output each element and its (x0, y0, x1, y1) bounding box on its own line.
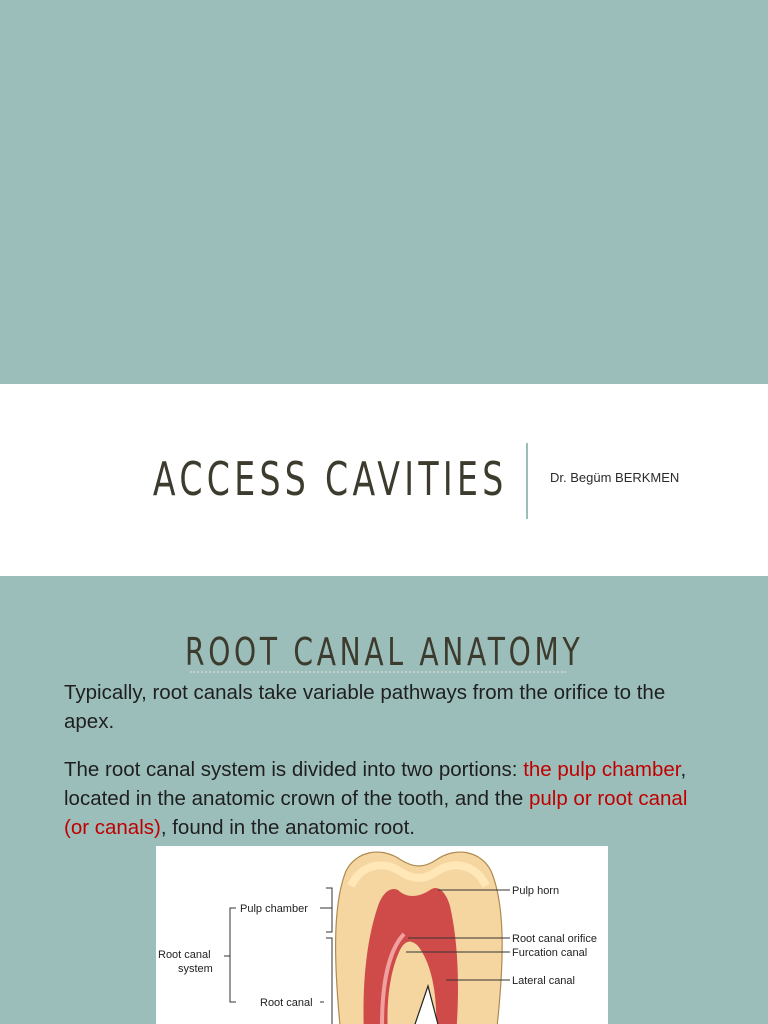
label-root-canal-system-1: Root canal (158, 949, 211, 961)
title-divider (526, 443, 528, 519)
tooth-diagram (156, 846, 608, 1024)
tooth-anatomy-figure (156, 846, 608, 1024)
label-pulp-horn: Pulp horn (512, 885, 560, 897)
label-furcation-canal: Furcation canal (512, 947, 588, 959)
slide-body (64, 678, 714, 861)
label-root-canal: Root canal (260, 997, 313, 1009)
highlight-or-canals: (or canals) (64, 816, 161, 839)
paragraph-1: Typically, root canals take variable pathways from the orifice to the apex. (64, 681, 666, 733)
slide-heading: ROOT CANAL ANATOMY (184, 630, 584, 674)
highlight-pulp-chamber: the pulp chamber (523, 758, 681, 781)
heading-dotted-rule (190, 671, 566, 673)
label-lateral-canal: Lateral canal (512, 975, 575, 987)
paragraph-2: The root canal system is divided into two portions: the pulp chamber, located in the anatomic crown of the tooth, and the pulp or root canal (or canals), found in the anatomic root. (64, 758, 688, 839)
slide-root-canal-anatomy (0, 576, 768, 1024)
highlight-root-canal: pulp or root canal (528, 787, 688, 810)
label-root-canal-system-2: system (178, 963, 213, 975)
label-root-canal-orifice: Root canal orifice (512, 933, 597, 945)
cover-author: Dr. Begüm BERKMEN (550, 470, 680, 485)
cover-top-band (0, 0, 768, 384)
label-pulp-chamber: Pulp chamber (240, 903, 308, 915)
cover-title: ACCESS CAVITIES (153, 452, 508, 506)
